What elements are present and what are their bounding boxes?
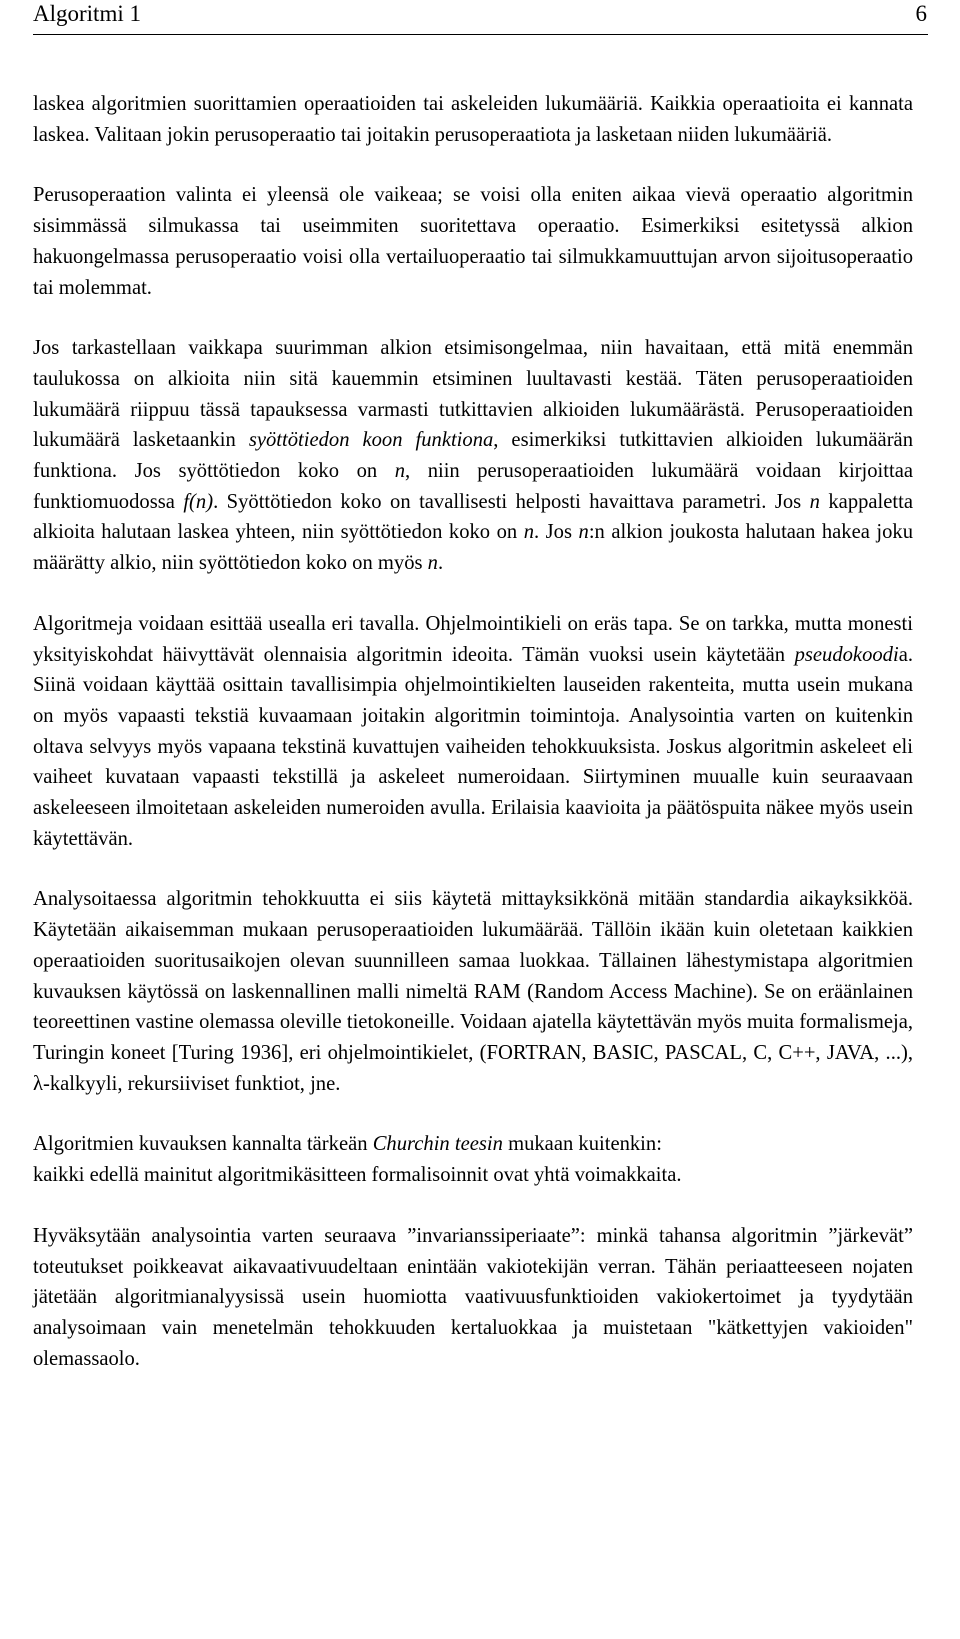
paragraph-3-text: , esimerkiksi tutkittavien alkioiden lukumäärän funktiona. Jos syöttötiedon koko on	[33, 429, 913, 483]
variable-n: n	[578, 521, 589, 544]
paragraph-4	[33, 609, 913, 855]
paragraph-6-text: mukaan kuitenkin:	[502, 1133, 662, 1156]
paragraph-3-text: . Syöttötiedon koko on tavallisesti helposti havaittava parametri. Jos	[213, 490, 810, 513]
paragraph-1: laskea algoritmien suorittamien operaatioiden tai askeleiden lukumääriä. Kaikkia operaatioita ei kannata laskea. Valitaan jokin perusoperaatio tai joitakin perusoperaatiota ja lasketaan niiden lukumääriä.	[33, 93, 913, 146]
header-title: Algoritmi 1	[33, 1, 141, 26]
paragraph-6	[33, 1129, 913, 1190]
function-fn: f(n)	[183, 490, 214, 513]
page-number: 6	[915, 1, 927, 26]
term-input-size-function: syöttötiedon koon funktiona	[248, 429, 494, 452]
variable-n: n	[523, 521, 535, 544]
paragraph-7: Hyväksytään analysointia varten seuraava ”invarianssiperiaate”: minkä tahansa algoritmin ”järkevät” toteutukset poikkeavat aikavaativuudeltaan enintään vakiotekijän verran. Tähän periaatteeseen nojaten jätetään algoritmianalyysissä usein huomiotta vaativuusfunktioiden vakiokertoimet ja tyydytään analysoimaan vain menetelmän tehokkuuden kertaluokkaa ja muistetaan "kätkettyjen vakioiden" olemassaolo.	[33, 1224, 913, 1370]
paragraph-2: Perusoperaation valinta ei yleensä ole vaikeaa; se voisi olla eniten aikaa vievä operaatio algoritmin sisimmässä silmukassa tai useimmiten suoritettava operaatio. Esimerkiksi esitetyssä alkion hakuongelmassa perusoperaatio voisi olla vertailuoperaatio tai silmukkamuuttujan arvon sijoitusoperaatio tai molemmat.	[33, 184, 913, 299]
paragraph-5: Analysoitaessa algoritmin tehokkuutta ei siis käytetä mittayksikkönä mitään standardia aikayksikköä. Käytetään aikaisemman mukaan perusoperaatioiden lukumäärää. Tällöin ikään kuin oletetaan kaikkien operaatioiden suoritusaikojen olevan suunnilleen samaa luokkaa. Tällainen lähestymistapa algoritmien kuvauksen käytössä on laskennallinen malli nimeltä RAM (Random Access Machine). Se on eräänlainen teoreettinen vastine olemassa oleville tietokoneille. Voidaan ajatella käytettävän myös muita formalismeja, Turingin koneet [Turing 1936], eri ohjelmointikielet, (FORTRAN, BASIC, PASCAL, C, C++, JAVA, ...), λ-kalkyyli, rekursiiviset funktiot, jne.	[33, 888, 913, 1095]
paragraph-3-text: kappaletta alkioita halutaan laskea yhteen, niin syöttötiedon koko on	[33, 490, 913, 544]
paragraph-4-text: a. Siinä voidaan käyttää osittain tavallisimpia ohjelmointikielten lauseiden rakenteita, mutta usein mukana on myös vapaasti tekstiä kuvaamaan joitakin algoritmin toimintoja. Analysointia varten on kuitenkin oltava selvyys myös vapaana tekstinä kuvattujen vaiheiden tehokkuuksista. Joskus algoritmin askeleet eli vaiheet kuvataan vapaasti tekstillä ja askeleet numeroidaan. Siirtyminen muualle kuin seuraavaan askeleeseen ilmoitetaan askeleiden numeroiden avulla. Erilaisia kaavioita ja päätöspuita näkee myös usein käytettävän.	[33, 643, 913, 850]
paragraph-6-line-2: kaikki edellä mainitut algoritmikäsitteen formalisoinnit ovat yhtä voimakkaita.	[33, 1164, 682, 1187]
paragraph-3-text: .	[437, 552, 444, 575]
paragraph-4-text: Algoritmeja voidaan esittää usealla eri tavalla. Ohjelmointikieli on eräs tapa. Se on tarkka, mutta monesti yksityiskohdat häivyttävät olennaisia algoritmin ideoita. Tämän vuoksi usein käytetään	[33, 612, 913, 666]
paragraph-3-text: , niin perusoperaatioiden lukumäärä voidaan kirjoittaa funktiomuodossa	[33, 460, 913, 513]
paragraph-3-text: Jos tarkastellaan vaikkapa suurimman alkion etsimisongelmaa, niin havaitaan, että mitä enemmän taulukossa on alkioita niin sitä kauemmin etsiminen luultavasti kestää. Täten perusoperaatioiden lukumäärä riippuu tässä tapauksessa varmasti tutkittavien alkioiden lukumäärästä. Perusoperaatioiden lukumäärä lasketaankin	[33, 337, 913, 452]
variable-n: n	[427, 552, 438, 575]
paragraph-6-text: Algoritmien kuvauksen kannalta tärkeän	[33, 1133, 373, 1156]
term-church-thesis: Churchin teesin	[372, 1133, 503, 1156]
paragraph-3-text: . Jos	[534, 521, 579, 544]
term-pseudocode: pseudokoodi	[794, 643, 899, 666]
header-rule	[33, 34, 928, 35]
variable-n: n	[394, 460, 405, 483]
variable-n: n	[809, 490, 820, 513]
document-body	[33, 89, 913, 1374]
document-page	[33, 0, 927, 1370]
page-header	[33, 1, 927, 27]
paragraph-3	[33, 333, 913, 579]
paragraph-3-text: :n alkion joukosta halutaan hakea joku määrätty alkio, niin syöttötiedon koko on myös	[33, 521, 914, 575]
